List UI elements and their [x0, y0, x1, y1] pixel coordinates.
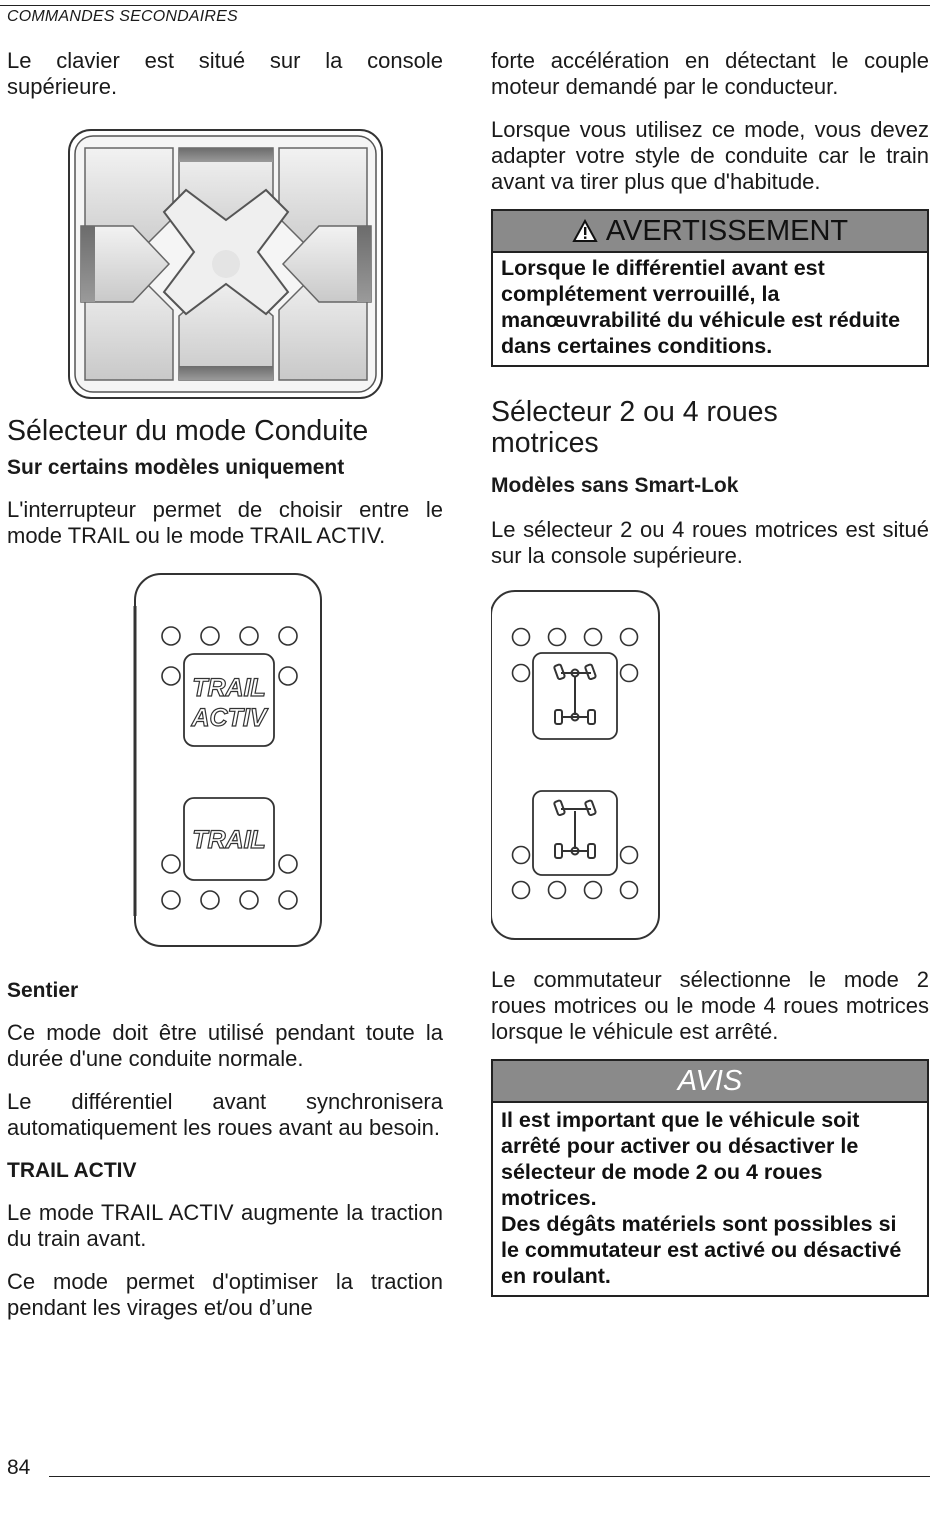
notice-title: AVIS: [677, 1064, 743, 1097]
notice-box: [491, 1059, 929, 1297]
warning-triangle-icon: [572, 219, 598, 243]
trail-activ-label-2: ACTIV: [191, 704, 267, 732]
left-column: [7, 48, 443, 1338]
trail-label: TRAIL: [192, 826, 266, 854]
warning-text: Lorsque le différentiel avant est complétement verrouillé, la manœuvrabilité du véhicule est réduite dans certaines conditions.: [501, 256, 901, 358]
four-wd-location-paragraph: Le sélecteur 2 ou 4 roues motrices est situé sur la console supérieure.: [491, 517, 929, 568]
trail-switch-figure: [7, 566, 443, 956]
drive-mode-heading: Sélecteur du mode Conduite: [7, 415, 369, 447]
keypad-figure: [7, 118, 443, 408]
warning-box: [491, 209, 929, 367]
trail-activ-paragraph-2: Ce mode permet d'optimiser la traction pendant les virages et/ou d’une: [7, 1269, 443, 1320]
keypad-paragraph: Le clavier est situé sur la console supérieure.: [7, 48, 443, 99]
trail-activ-label-1: TRAIL: [192, 674, 266, 702]
continued-paragraph: forte accélération en détectant le couple moteur demandé par le conducteur.: [491, 48, 929, 99]
page-number: 84: [7, 1456, 31, 1479]
driving-style-paragraph: Lorsque vous utilisez ce mode, vous devez adapter votre style de conduite car le train avant va tirer plus que d'habitude.: [491, 117, 929, 194]
switch-paragraph: L'interrupteur permet de choisir entre le mode TRAIL ou le mode TRAIL ACTIV.: [7, 497, 443, 548]
notice-text-2: Des dégâts matériels sont possibles si le commutateur est activé ou désactivé en roulant.: [501, 1212, 902, 1288]
sentier-heading: Sentier: [7, 979, 79, 1002]
notice-text-1: Il est important que le véhicule soit arrêté pour activer ou désactiver le sélecteur de mode 2 ou 4 roues motrices.: [501, 1108, 860, 1210]
four-wd-switch-paragraph: Le commutateur sélectionne le mode 2 roues motrices ou le mode 4 roues motrices lorsque le véhicule est arrêté.: [491, 967, 929, 1044]
sentier-paragraph-2: Le différentiel avant synchronisera automatiquement les roues avant au besoin.: [7, 1089, 443, 1140]
notice-header: [493, 1061, 927, 1103]
four-wd-switch-figure: [491, 587, 929, 943]
four-wd-subheading: Modèles sans Smart-Lok: [491, 474, 739, 497]
warning-header: [493, 211, 927, 253]
warning-title: AVERTISSEMENT: [605, 214, 849, 247]
trail-activ-paragraph-1: Le mode TRAIL ACTIV augmente la traction du train avant.: [7, 1200, 443, 1251]
four-wd-heading: Sélecteur 2 ou 4 roues motrices: [491, 396, 778, 459]
running-header: COMMANDES SECONDAIRES: [7, 8, 238, 25]
drive-mode-subheading: Sur certains modèles uniquement: [7, 456, 345, 479]
header-rule: [0, 5, 930, 6]
sentier-paragraph-1: Ce mode doit être utilisé pendant toute la durée d'une conduite normale.: [7, 1020, 443, 1071]
right-column: [491, 48, 929, 1297]
trail-activ-heading: TRAIL ACTIV: [7, 1159, 137, 1182]
footer-rule: [49, 1476, 930, 1477]
